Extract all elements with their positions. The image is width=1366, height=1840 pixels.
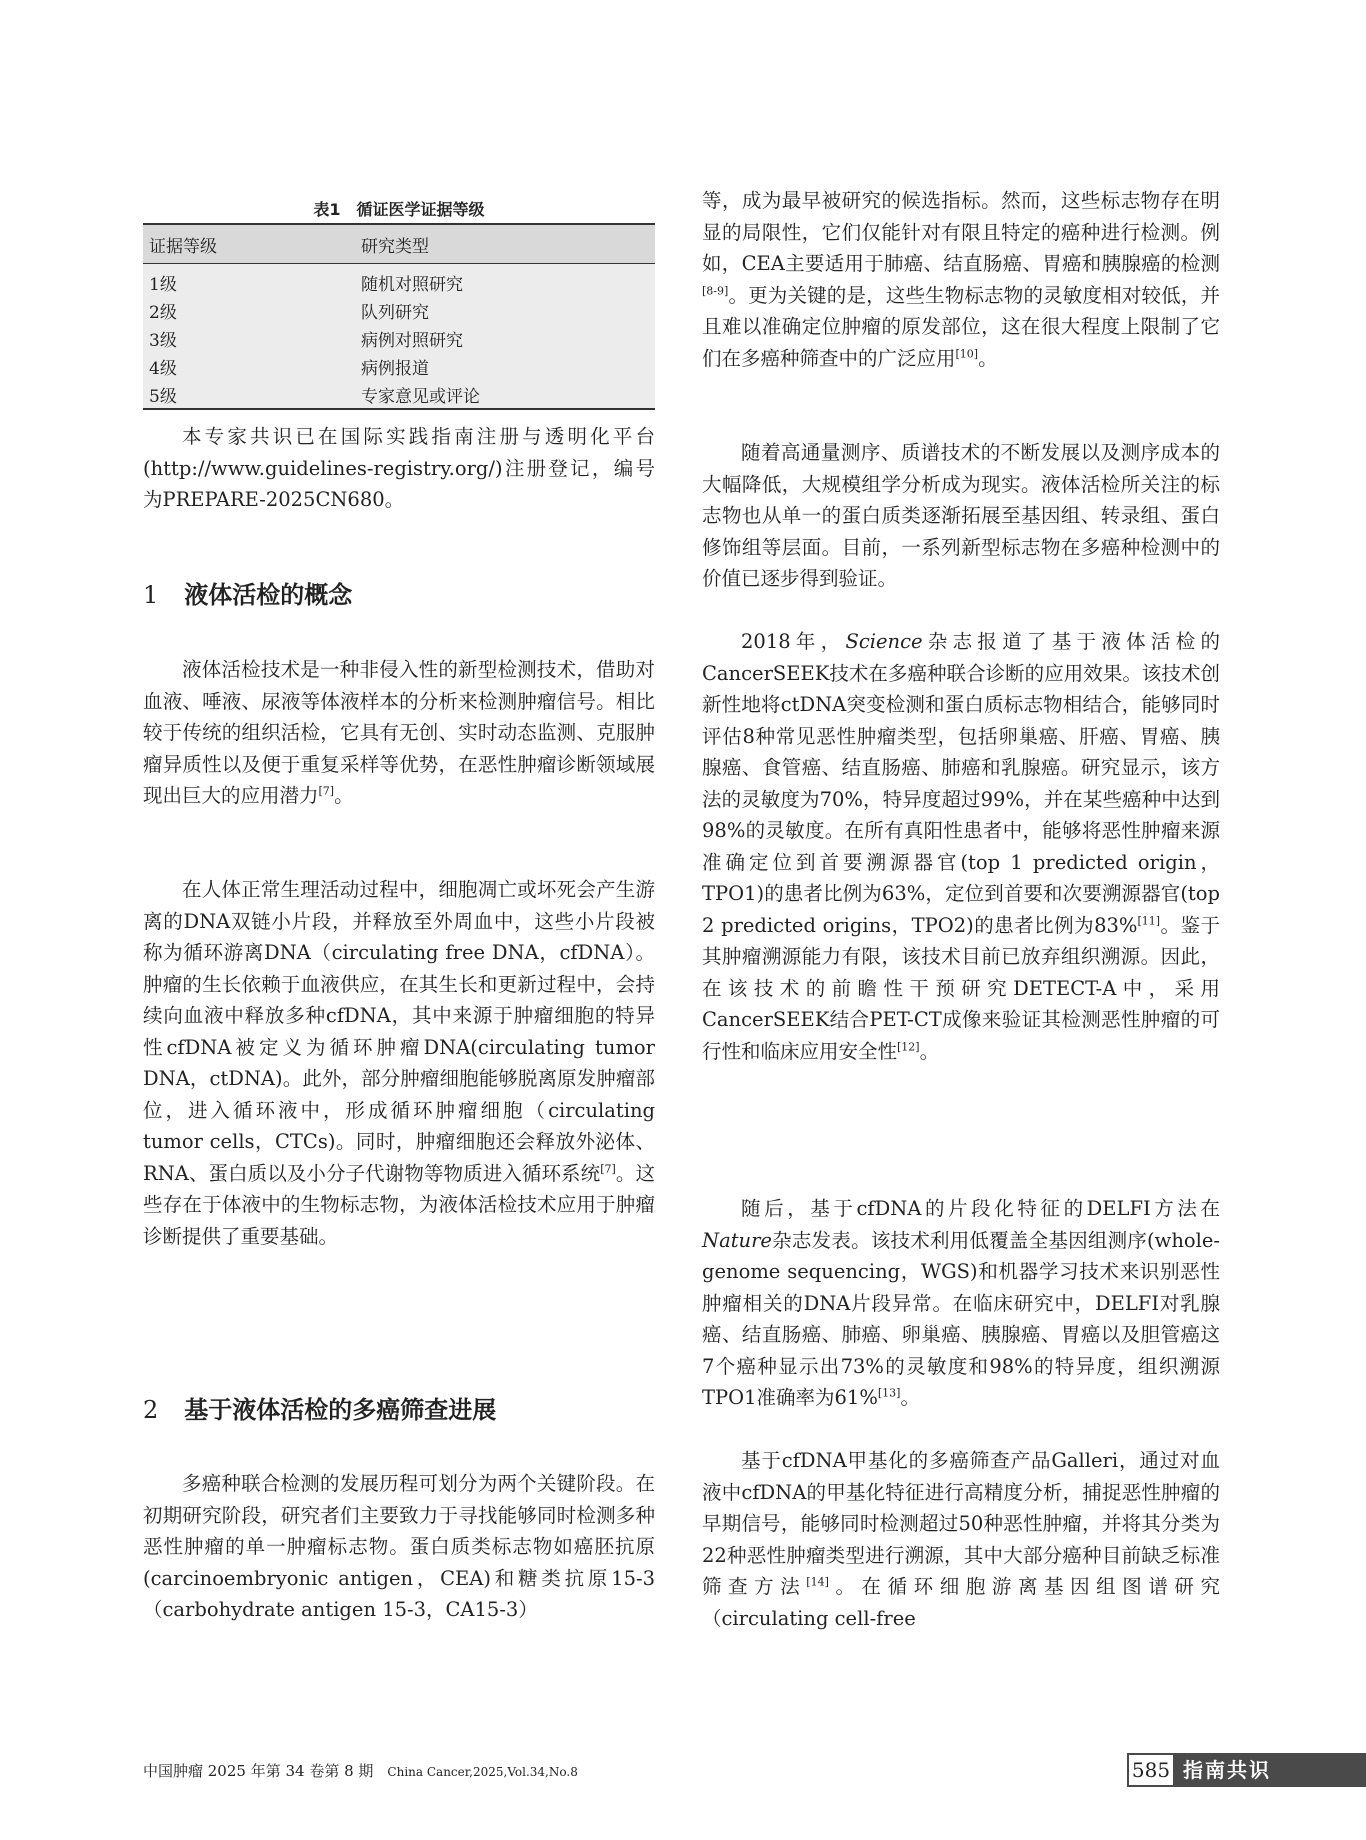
table-cell: 病例报道: [361, 358, 429, 379]
evidence-level-table: [143, 223, 655, 410]
table-cell: 3级: [149, 330, 177, 351]
section-label: 指南共识: [1183, 1758, 1271, 1782]
paragraph: [702, 1193, 1220, 1414]
paragraph: [143, 654, 655, 812]
table-header-cell: 研究类型: [355, 224, 655, 264]
paragraph-text: 。这些存在于体液中的生物标志物，为液体活检技术应用于肿瘤诊断提供了重要基础。: [143, 1161, 655, 1248]
section-2-heading: [143, 1390, 496, 1425]
section-title: 基于液体活检的多癌筛查进展: [184, 1396, 497, 1424]
section-number: 2: [143, 1396, 159, 1424]
paragraph: 多癌种联合检测的发展历程可划分为两个关键阶段。在初期研究阶段，研究者们主要致力于寻找能够同时检测多种恶性肿瘤的单一肿瘤标志物。蛋白质类标志物如癌胚抗原(carcinoembryonic antigen，CEA)和糖类抗原15-3（carbohydrate antigen 15-3，CA15-3）: [143, 1472, 655, 1621]
citation: [8-9]: [702, 284, 729, 297]
journal-name: Science: [845, 630, 923, 653]
paragraph-text: 。: [334, 784, 354, 807]
table-row: [143, 264, 655, 297]
paragraph-text: 液体活检技术是一种非侵入性的新型检测技术，借助对血液、唾液、尿液等体液样本的分析来检测肿瘤信号。相比较于传统的组织活检，它具有无创、实时动态监测、克服肿瘤异质性以及便于重复采样等优势，在恶性肿瘤诊断领域展现出巨大的应用潜力: [143, 658, 655, 807]
page-number: 585: [1127, 1753, 1175, 1787]
table-cell: 队列研究: [361, 302, 429, 323]
paragraph-text: 。: [978, 346, 998, 370]
table-row: [143, 380, 655, 409]
citation: [11]: [1137, 914, 1161, 927]
paragraph-text: 等，成为最早被研究的候选指标。然而，这些标志物存在明显的局限性，它们仅能针对有限且特定的癌种进行检测。例如，CEA主要适用于肺癌、结直肠癌、胃癌和胰腺癌的检测: [702, 189, 1220, 275]
table-row: [143, 296, 655, 324]
table-cell: 病例对照研究: [361, 330, 463, 351]
citation: [13]: [877, 1386, 901, 1400]
paragraph-text: 基于cfDNA甲基化的多癌筛查产品Galleri，通过对血液中cfDNA的甲基化特征进行高精度分析，捕捉恶性肿瘤的早期信号，能够同时检测超过50种恶性肿瘤，并将其分类为22种恶性肿瘤类型进行溯源，其中大部分癌种目前缺乏标准筛查方法: [702, 1449, 1220, 1598]
table-caption: 表1 循证医学证据等级: [313, 200, 485, 219]
paragraph-text: 。更为关键的是，这些生物标志物的灵敏度相对较低，并且难以准确定位肿瘤的原发部位，这在很大程度上限制了它们在多癌种筛查中的广泛应用: [702, 283, 1220, 370]
paragraph-text: 。鉴于其肿瘤溯源能力有限，该技术目前已放弃组织溯源。因此，在该技术的前瞻性干预研究DETECT-A中，采用CancerSEEK结合PET-CT成像来验证其检测恶性肿瘤的可行性和临床应用安全性: [702, 913, 1220, 1063]
section-1-heading: [143, 575, 352, 610]
paragraph: [702, 1445, 1220, 1634]
journal-title-en: China Cancer,2025,Vol.34,No.8: [387, 1765, 578, 1779]
citation: [10]: [955, 347, 979, 360]
table-cell: 随机对照研究: [361, 274, 463, 295]
paragraph-text: 杂志报道了基于液体活检的CancerSEEK技术在多癌种联合诊断的应用效果。该技术创新性地将ctDNA突变检测和蛋白质标志物相结合，能够同时评估8种常见恶性肿瘤类型，包括卵巢癌、肝癌、胃癌、胰腺癌、食管癌、结直肠癌、肺癌和乳腺癌。研究显示，该方法的灵敏度为70%，特异度超过99%，并在某些癌种中达到98%的灵敏度。在所有真阳性患者中，能够将恶性肿瘤来源准确定位到首要溯源器官(top 1 predicted origin，TPO1)的患者比例为63%，定位到首要和次要溯源器官(top 2 predicted origins，TPO2)的患者比例为83%: [702, 630, 1220, 937]
paragraph-text: 杂志发表。该技术利用低覆盖全基因组测序(whole-genome sequencing，WGS)和机器学习技术来识别恶性肿瘤相关的DNA片段异常。在临床研究中，DELFI对乳腺癌、结直肠癌、肺癌、卵巢癌、胰腺癌、胃癌以及胆管癌这7个癌种显示出73%的灵敏度和98%的特异度，组织溯源TPO1准确率为61%: [702, 1228, 1220, 1409]
paragraph: [702, 626, 1220, 1067]
paragraph: [143, 874, 655, 1252]
journal-name: Nature: [702, 1228, 772, 1252]
page-footer-tag: [1127, 1753, 1366, 1787]
paragraph-text: 。: [900, 1386, 920, 1409]
journal-title-cn: 中国肿瘤 2025 年第 34 卷第 8 期: [143, 1762, 374, 1780]
registration-paragraph: 本专家共识已在国际实践指南注册与透明化平台(http://www.guidelines-registry.org/)注册登记，编号为PREPARE-2025CN680。: [143, 425, 655, 511]
paragraph-text: 2018年，: [741, 630, 846, 653]
section-title: 液体活检的概念: [184, 581, 353, 609]
paragraph: [702, 185, 1220, 374]
paragraph-text: 在人体正常生理活动过程中，细胞凋亡或坏死会产生游离的DNA双链小片段，并释放至外周血中，这些小片段被称为循环游离DNA（circulating free DNA，cfDNA）。肿瘤的生长依赖于血液供应，在其生长和更新过程中，会持续向血液中释放多种cfDNA，其中来源于肿瘤细胞的特异性cfDNA被定义为循环肿瘤DNA(circulating tumor DNA，ctDNA)。此外，部分肿瘤细胞能够脱离原发肿瘤部位，进入循环液中，形成循环肿瘤细胞（circulating tumor cells，CTCs)。同时，肿瘤细胞还会释放外泌体、RNA、蛋白质以及小分子代谢物等物质进入循环系统: [143, 878, 655, 1185]
table-cell: 2级: [149, 302, 177, 323]
table-cell: 4级: [149, 358, 177, 379]
table-cell: 1级: [149, 274, 177, 295]
citation: [14]: [806, 1575, 829, 1589]
citation: [7]: [600, 1162, 616, 1175]
paragraph: 随着高通量测序、质谱技术的不断发展以及测序成本的大幅降低，大规模组学分析成为现实。液体活检所关注的标志物也从单一的蛋白质类逐渐拓展至基因组、转录组、蛋白修饰组等层面。目前，一系列新型标志物在多癌种检测中的价值已逐步得到验证。: [702, 441, 1220, 590]
table-row: [143, 324, 655, 352]
section-number: 1: [143, 581, 159, 609]
table-cell: 5级: [143, 380, 355, 409]
paragraph-text: 随后，基于cfDNA的片段化特征的DELFI方法在: [741, 1197, 1220, 1220]
table-row: [143, 352, 655, 380]
table-header-cell: 证据等级: [143, 224, 355, 264]
citation: [7]: [318, 784, 335, 798]
table-cell: 专家意见或评论: [355, 380, 655, 409]
paragraph-text: 。: [919, 1039, 940, 1063]
paragraph-text: 。在循环细胞游离基因组图谱研究（circulating cell-free: [702, 1575, 1220, 1630]
journal-footer: [143, 1760, 578, 1781]
table-header-row: [143, 224, 655, 264]
citation: [12]: [897, 1040, 920, 1053]
